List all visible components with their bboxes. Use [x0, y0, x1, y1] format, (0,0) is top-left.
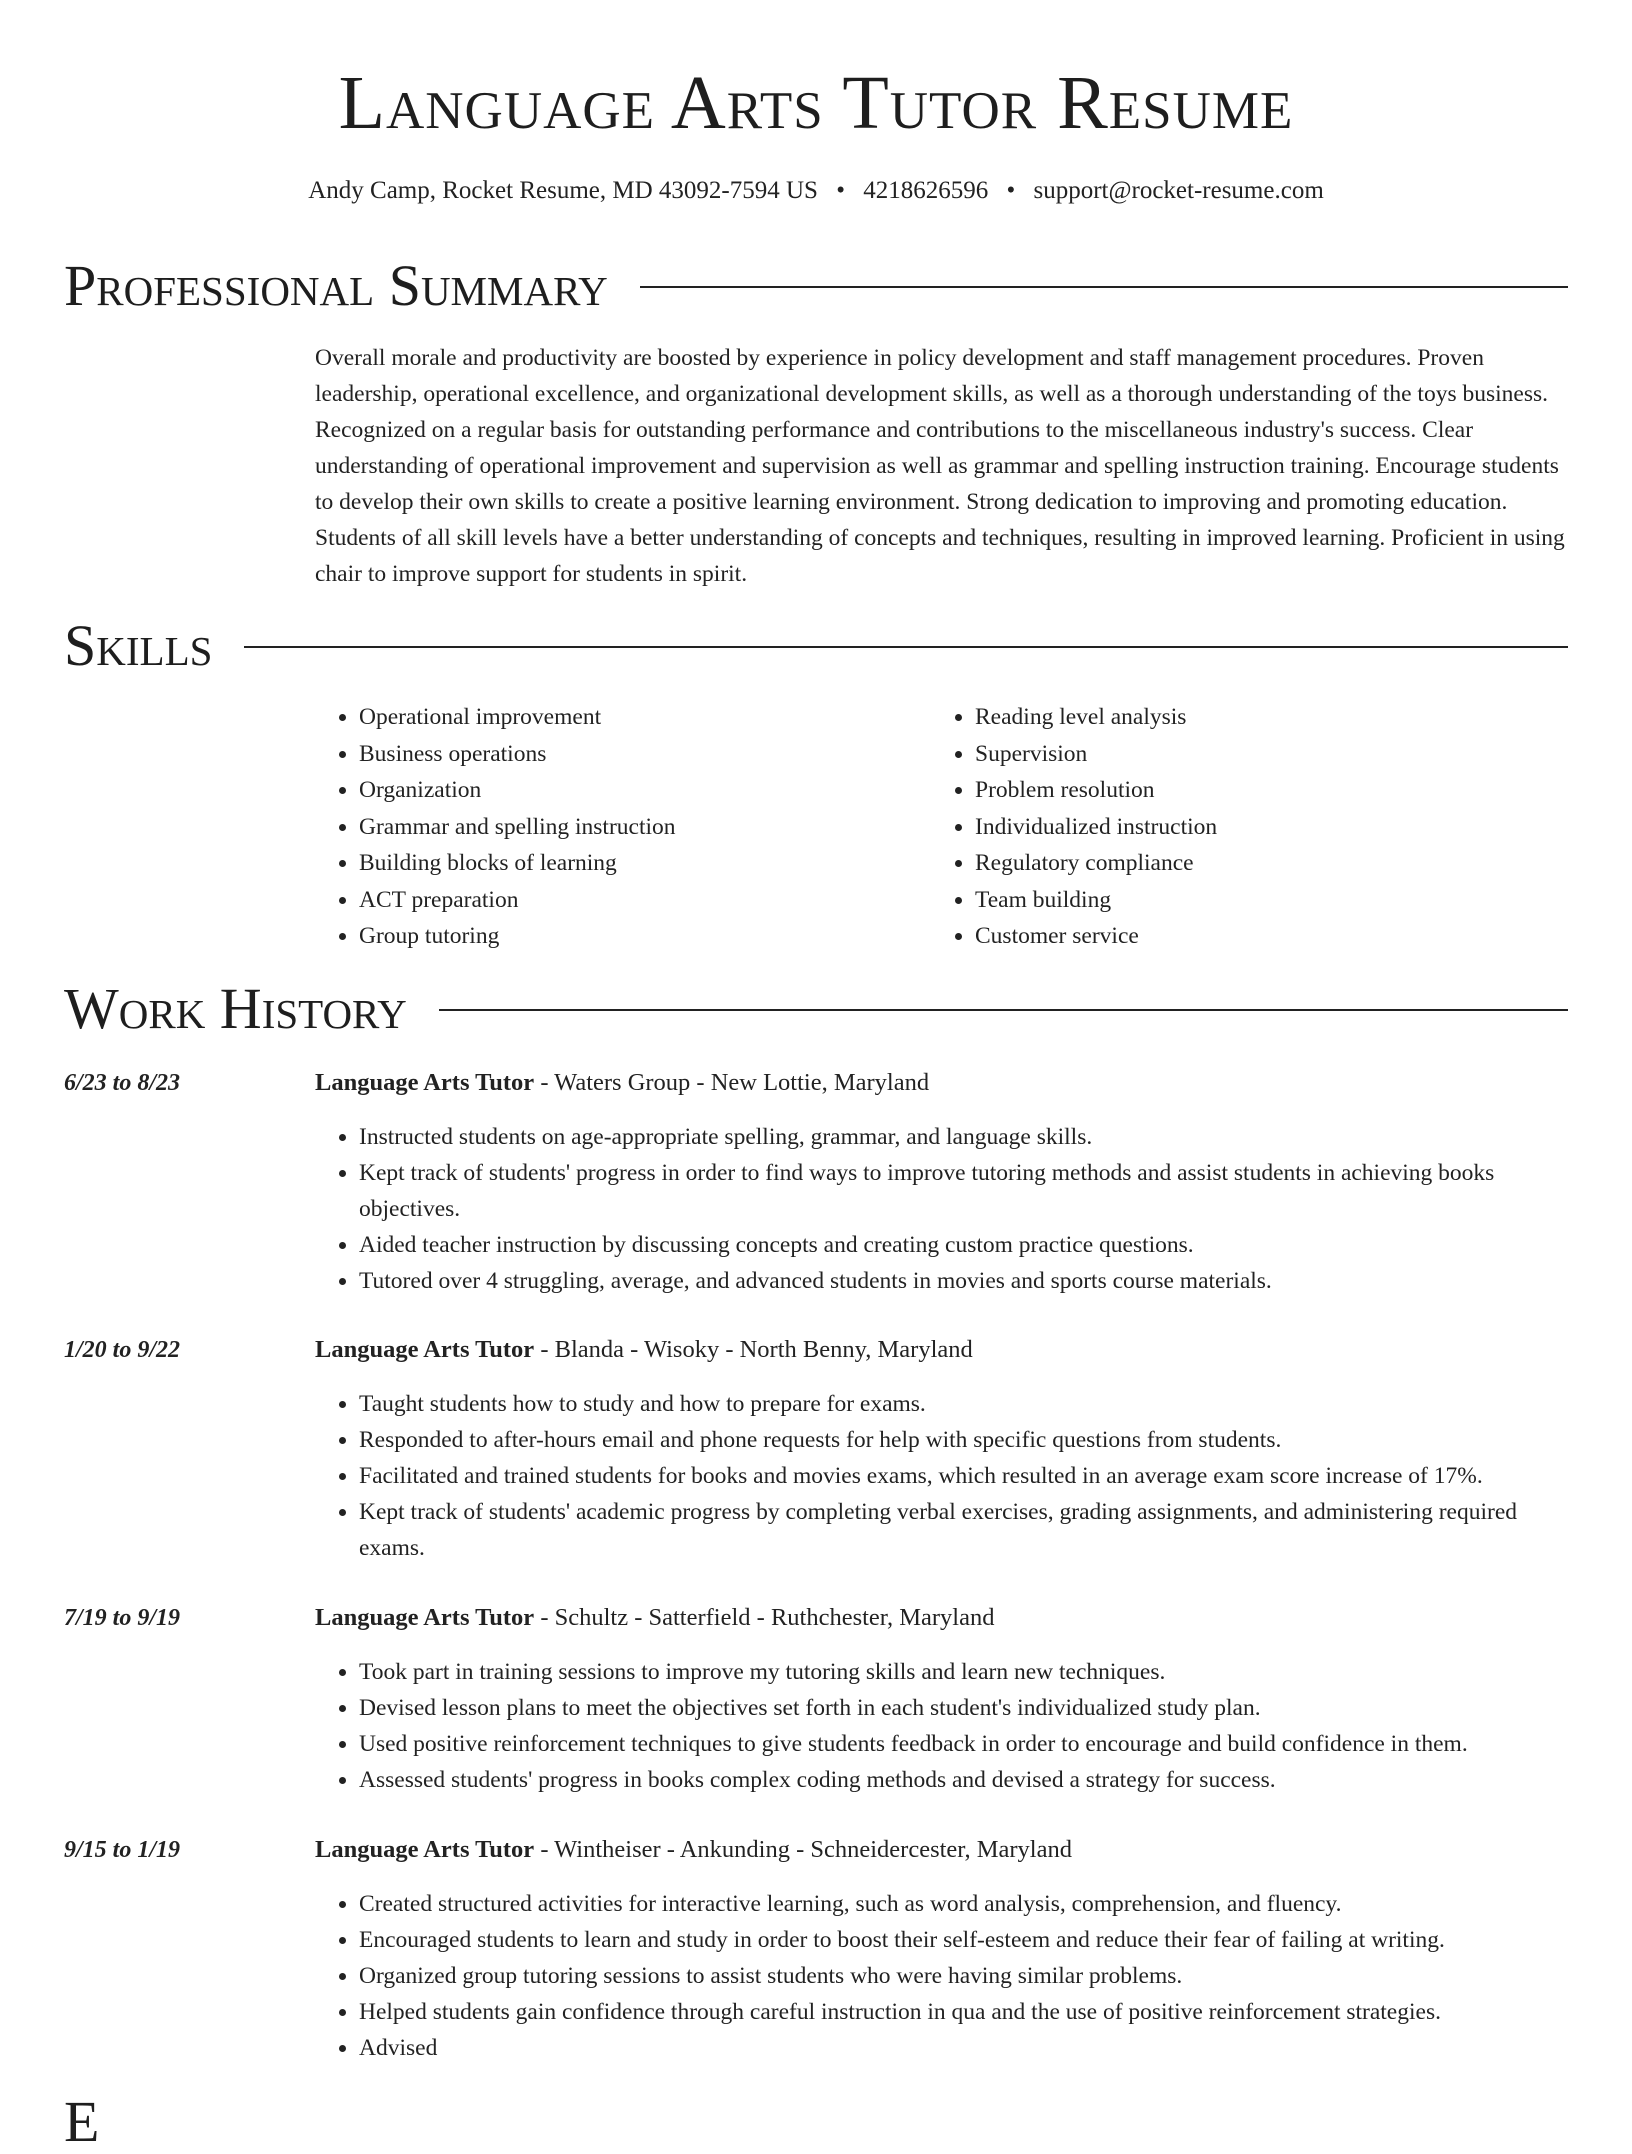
- skill-item: • Grammar and spelling instruction: [359, 809, 919, 846]
- skill-item: • Building blocks of learning: [359, 845, 919, 882]
- skill-item: • Individualized instruction: [975, 809, 1575, 846]
- skills-list-right: [931, 699, 1575, 955]
- job-role: Language Arts Tutor: [315, 1069, 535, 1096]
- skill-item: • Organization: [359, 772, 919, 809]
- skill-item: • ACT preparation: [359, 882, 919, 919]
- job-bullet: • Tutored over 4 struggling, average, and advanced students in movies and sports course materials.: [359, 1263, 1568, 1299]
- resume-title: Language Arts Tutor Resume: [338, 61, 1294, 145]
- skill-item: • Team building: [975, 882, 1575, 919]
- job-heading: [315, 1333, 973, 1367]
- skill-item: • Business operations: [359, 736, 919, 773]
- job-heading: [315, 1066, 929, 1100]
- job-bullet: • Kept track of students' progress in order to find ways to improve tutoring methods and assist students in achieving books objectives.: [359, 1155, 1568, 1227]
- job-bullet: • Taught students how to study and how to prepare for exams.: [359, 1386, 1568, 1422]
- job-bullets: [315, 1386, 1568, 1566]
- contact-separator: •: [1006, 177, 1016, 204]
- work-section-header: [64, 977, 1568, 1041]
- skill-item: • Supervision: [975, 736, 1575, 773]
- next-section-title-partial: E: [64, 2089, 100, 2154]
- job-bullet: • Took part in training sessions to improve my tutoring skills and learn new techniques.: [359, 1654, 1568, 1690]
- job-role: Language Arts Tutor: [315, 1836, 535, 1863]
- summary-section-header: [64, 254, 1568, 318]
- job-dates: 7/19 to 9/19: [64, 1605, 181, 1631]
- job-bullet: • Facilitated and trained students for books and movies exams, which resulted in an average exam score increase of 17%.: [359, 1458, 1568, 1494]
- skill-item: • Customer service: [975, 918, 1575, 955]
- job-bullet: • Helped students gain confidence through careful instruction in qua and the use of positive reinforcement strategies.: [359, 1994, 1568, 2030]
- job-bullet: • Devised lesson plans to meet the objectives set forth in each student's individualized study plan.: [359, 1690, 1568, 1726]
- job-bullet: • Responded to after-hours email and phone requests for help with specific questions from students.: [359, 1422, 1568, 1458]
- job-bullet: • Created structured activities for interactive learning, such as word analysis, comprehension, and fluency.: [359, 1886, 1568, 1922]
- contact-separator: •: [836, 177, 845, 204]
- work-section-title: Work History: [64, 976, 407, 1041]
- job-bullet: • Organized group tutoring sessions to assist students who were having similar problems.: [359, 1958, 1568, 1994]
- job-bullet: • Instructed students on age-appropriate spelling, grammar, and language skills.: [359, 1119, 1568, 1155]
- skill-item: • Group tutoring: [359, 918, 919, 955]
- contact-email: support@rocket-resume.com: [1033, 177, 1324, 204]
- job-bullet: • Encouraged students to learn and study in order to boost their self-esteem and reduce their fear of failing at writing.: [359, 1922, 1568, 1958]
- skills-list-left: [315, 699, 919, 955]
- section-divider: [439, 1009, 1568, 1011]
- job-details: - Waters Group - New Lottie, Maryland: [534, 1069, 930, 1096]
- summary-section-title: Professional Summary: [64, 253, 608, 318]
- section-divider: [640, 286, 1568, 288]
- job-details: - Wintheiser - Ankunding - Schneidercester, Maryland: [534, 1836, 1072, 1863]
- section-divider: [244, 646, 1568, 648]
- job-bullets: [315, 1119, 1568, 1299]
- job-role: Language Arts Tutor: [315, 1336, 535, 1363]
- job-heading: [315, 1601, 994, 1635]
- job-dates: 1/20 to 9/22: [64, 1337, 181, 1363]
- job-dates: 6/23 to 8/23: [64, 1070, 181, 1096]
- job-role: Language Arts Tutor: [315, 1604, 535, 1631]
- summary-text: Overall morale and productivity are boosted by experience in policy development and staff management procedures. Proven leadership, operational excellence, and organizational development skills, as well as a thorough understanding of the toys business. Recognized on a regular basis for outstanding performance and contributions to the miscellaneous industry's success. Clear understanding of operational improvement and supervision as well as grammar and spelling instruction training. Encourage students to develop their own skills to create a positive learning environment. Strong dedication to improving and promoting education. Students of all skill levels have a better understanding of concepts and techniques, resulting in improved learning. Proficient in using chair to improve support for students in spirit.: [315, 345, 1565, 587]
- skill-item: • Problem resolution: [975, 772, 1575, 809]
- job-dates: 9/15 to 1/19: [64, 1837, 181, 1863]
- skill-item: • Regulatory compliance: [975, 845, 1575, 882]
- contact-phone: 4218626596: [863, 177, 989, 204]
- job-heading: [315, 1833, 1072, 1867]
- job-bullets: [315, 1886, 1568, 2066]
- job-bullet: • Advised: [359, 2030, 1568, 2066]
- job-bullet: • Used positive reinforcement techniques to give students feedback in order to encourage and build confidence in them.: [359, 1726, 1568, 1762]
- skills-section-title: Skills: [64, 613, 213, 678]
- skill-item: • Operational improvement: [359, 699, 919, 736]
- skill-item: • Reading level analysis: [975, 699, 1575, 736]
- skills-section-header: [64, 614, 1568, 678]
- job-bullet: • Aided teacher instruction by discussing concepts and creating custom practice questions.: [359, 1227, 1568, 1263]
- job-details: - Blanda - Wisoky - North Benny, Maryland: [534, 1336, 973, 1363]
- contact-line: [0, 174, 1632, 208]
- job-bullets: [315, 1654, 1568, 1798]
- job-details: - Schultz - Satterfield - Ruthchester, Maryland: [534, 1604, 995, 1631]
- job-bullet: • Assessed students' progress in books complex coding methods and devised a strategy for success.: [359, 1762, 1568, 1798]
- contact-address: Andy Camp, Rocket Resume, MD 43092-7594 US: [308, 177, 818, 204]
- job-bullet: • Kept track of students' academic progress by completing verbal exercises, grading assignments, and administering required exams.: [359, 1494, 1568, 1566]
